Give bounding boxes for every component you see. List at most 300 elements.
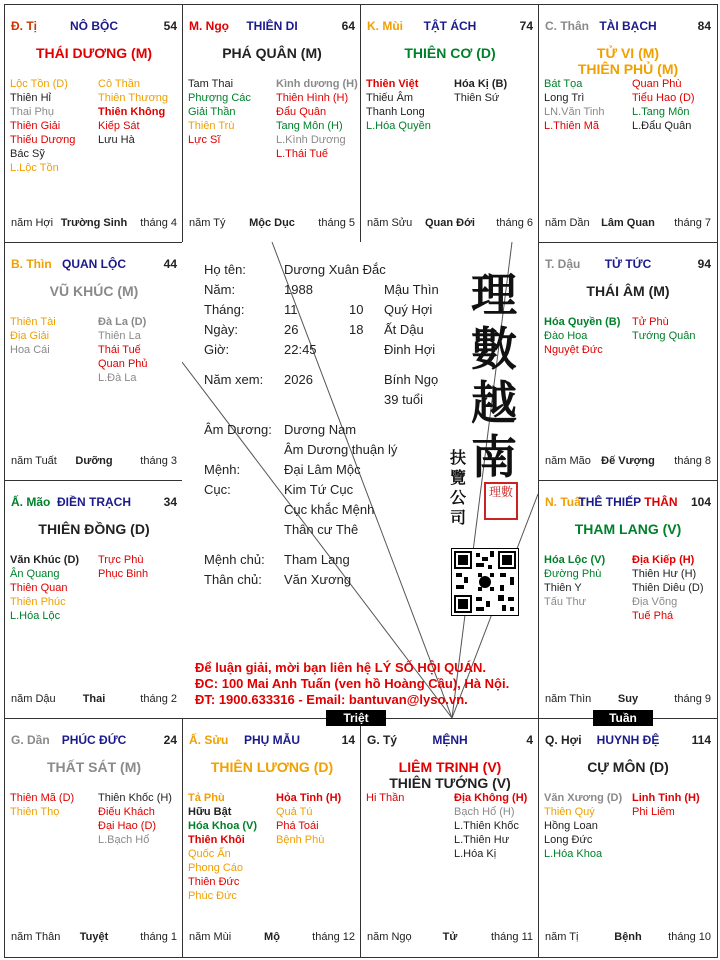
palace-stage: Tử [442, 931, 458, 943]
stars-right-col [632, 77, 695, 133]
star-item: Nguyệt Đức [544, 344, 603, 356]
qr-code[interactable] [451, 548, 519, 616]
main-stars [185, 759, 359, 775]
star-item: Hóa Khoa (V) [188, 820, 258, 832]
palace-name [545, 257, 711, 271]
star-item: Ân Quang [10, 568, 60, 580]
palace-footer [11, 455, 177, 469]
star-item: Phi Liêm [632, 806, 675, 818]
star-item: L.Đẩu Quân [632, 120, 692, 132]
palace-cell-tuat[interactable] [538, 480, 718, 720]
star-item: Lộc Tồn (D) [10, 78, 68, 90]
palace-name-text: QUAN LỘC [62, 257, 126, 271]
stars-right-col [632, 791, 700, 819]
calligraphy-char: 越 [471, 376, 517, 430]
palace-stage: Quan Đới [425, 217, 475, 229]
stars-left-col [10, 315, 56, 357]
palace-branch: G. Dần [11, 733, 50, 747]
main-star: THAM LANG (V) [574, 521, 682, 537]
palace-footer [545, 455, 711, 469]
palace-header [367, 733, 533, 749]
palace-year: năm Thìn [545, 693, 592, 705]
palace-cell-ti[interactable] [4, 4, 184, 244]
palace-name [545, 495, 711, 509]
star-item: Long Đức [544, 834, 593, 846]
palace-month: tháng 3 [140, 455, 177, 467]
star-item: Hóa Quyền (B) [544, 316, 621, 328]
star-item: Thiên Mã (D) [10, 792, 75, 804]
stars-left-col [10, 791, 74, 819]
main-star: THIÊN LƯƠNG (D) [210, 759, 334, 775]
stars-right-col [454, 77, 507, 105]
palace-stage: Thai [82, 693, 106, 705]
calligraphy-title [466, 268, 522, 484]
star-item: Thiên La [98, 330, 141, 342]
main-star: THIÊN ĐỒNG (D) [38, 521, 150, 537]
palace-footer [11, 217, 177, 231]
star-item: Hóa Lộc (V) [544, 554, 606, 566]
palace-month: tháng 2 [140, 693, 177, 705]
palace-name-text: THIÊN DI [246, 19, 298, 33]
palace-stage: Tuyệt [79, 931, 109, 943]
palace-extra: THÂN [644, 495, 678, 509]
star-item: Hỏa Tinh (H) [276, 792, 342, 804]
calligraphy-small-char: 司 [449, 508, 466, 527]
palace-month: tháng 9 [674, 693, 711, 705]
triet-marker: Triệt [326, 710, 386, 726]
star-item: Phong Cáo [188, 862, 244, 874]
palace-header [545, 257, 711, 273]
calligraphy-small-char: 公 [449, 488, 466, 507]
star-item: Thai Phụ [10, 106, 55, 118]
star-item: Địa Kiếp (H) [632, 554, 695, 566]
palace-header [545, 495, 711, 511]
star-item: L.Thái Tuế [276, 148, 328, 160]
star-item: Bác Sỹ [10, 148, 45, 160]
stars-left-col [10, 553, 79, 623]
star-item: Bệnh Phù [276, 834, 325, 846]
palace-name [189, 733, 355, 747]
palace-month: tháng 11 [490, 931, 533, 943]
star-item: L.Thiên Hư [454, 834, 510, 846]
palace-name [545, 19, 711, 33]
main-star: THẤT SÁT (M) [46, 759, 142, 775]
palace-cell-dau[interactable] [538, 242, 718, 482]
star-item: L.Thiên Khốc [454, 820, 519, 832]
label-year: Năm: [204, 282, 236, 297]
star-item: Thái Tuế [98, 344, 141, 356]
main-star: THIÊN TƯỚNG (V) [389, 775, 511, 791]
main-star: PHÁ QUÂN (M) [222, 45, 322, 61]
star-item: Thanh Long [366, 106, 425, 118]
palace-year: năm Tý [189, 217, 226, 229]
star-item: Quan Phù [632, 78, 682, 90]
stars-right-col [276, 791, 341, 847]
value-year-solar: 1988 [284, 282, 313, 297]
stars-left-col [188, 77, 251, 147]
star-item: Tướng Quân [632, 330, 696, 342]
stars-left-col [544, 315, 620, 357]
palace-year: năm Mão [545, 455, 591, 467]
star-item: Thiên Hình (H) [276, 92, 349, 104]
label-menhchu: Mệnh chủ: [204, 552, 265, 567]
stars-left-col [366, 77, 431, 133]
palace-footer [545, 931, 711, 945]
main-star: THÁI DƯƠNG (M) [35, 45, 153, 61]
star-item: Bạch Hổ (H) [454, 806, 515, 818]
main-stars [7, 45, 181, 61]
palace-footer [11, 931, 177, 945]
star-item: Long Trì [544, 92, 585, 104]
value-age: 39 tuổi [384, 392, 424, 407]
star-item: L.Đà La [98, 372, 137, 384]
palace-stage: Suy [617, 693, 639, 705]
star-item: Thiên Không [98, 106, 166, 118]
palace-footer [11, 693, 177, 707]
main-stars [541, 283, 715, 299]
star-item: L.Thiên Mã [544, 120, 600, 132]
stars-left-col [544, 553, 605, 609]
main-stars [185, 45, 359, 61]
palace-number: 104 [690, 495, 711, 509]
stars-left-col [366, 791, 404, 805]
star-item: Thiên Y [544, 582, 582, 594]
palace-number: 54 [163, 19, 177, 33]
stars-left-col [10, 77, 75, 175]
palace-cell-mui[interactable] [360, 4, 540, 244]
palace-branch: T. Dậu [545, 257, 581, 271]
stars-right-col [98, 553, 148, 581]
palace-branch: N. Tuất [545, 495, 585, 509]
star-item: Thiên Hư (H) [632, 568, 697, 580]
palace-name-text: MỆNH [432, 733, 468, 747]
palace-branch: K. Mùi [367, 19, 403, 33]
star-item: Văn Khúc (D) [10, 554, 80, 566]
palace-branch: G. Tý [367, 733, 398, 747]
stars-right-col [454, 791, 527, 861]
star-item: Thiên Giải [10, 120, 61, 132]
palace-branch: Ấ. Sửu [189, 733, 229, 747]
value-year-lunar: Mậu Thìn [384, 282, 439, 297]
star-item: Thiên Phúc [10, 596, 66, 608]
main-stars [363, 759, 537, 791]
star-item: Đại Hao (D) [98, 820, 157, 832]
value-cuc-note2: Thân cư Thê [284, 522, 359, 537]
star-item: Thiên Quan [10, 582, 68, 594]
value-amduong-note: Âm Dương thuận lý [284, 442, 398, 457]
value-cuc-note1: Cục khắc Mệnh [284, 502, 375, 517]
star-item: Lực Sĩ [188, 134, 221, 146]
palace-name [367, 733, 533, 747]
star-item: Hữu Bật [188, 806, 232, 818]
value-cuc: Kim Tứ Cục [284, 482, 354, 497]
qr-pattern [452, 549, 518, 615]
palace-footer [367, 931, 533, 945]
star-item: Thiên Việt [366, 78, 419, 90]
star-item: L.Tang Môn [632, 106, 690, 118]
star-item: Kình dương (H) [276, 78, 358, 90]
palace-number: 74 [519, 19, 533, 33]
main-stars [7, 759, 181, 775]
star-item: Tuế Phá [632, 610, 674, 622]
tuan-marker: Tuần [593, 710, 653, 726]
star-item: Quan Phủ [98, 358, 148, 370]
palace-year: năm Thân [11, 931, 61, 943]
palace-name [11, 495, 177, 509]
palace-name [189, 19, 355, 33]
value-day-solar: 26 [284, 322, 299, 337]
palace-year: năm Hợi [11, 217, 54, 229]
value-view-year: 2026 [284, 372, 313, 387]
star-item: Đà La (D) [98, 316, 147, 328]
palace-number: 64 [341, 19, 355, 33]
palace-branch: M. Ngọ [189, 19, 229, 33]
main-star: THIÊN CƠ (D) [404, 45, 496, 61]
star-item: Giải Thần [188, 106, 236, 118]
palace-cell-mao[interactable] [4, 480, 184, 720]
stars-left-col [544, 791, 622, 861]
star-item: Tiểu Hao (D) [632, 92, 695, 104]
palace-name-text: TẬT ÁCH [423, 19, 477, 33]
palace-year: năm Ngọ [367, 931, 412, 943]
value-thanchu: Văn Xương [284, 572, 352, 587]
star-item: Thiên Sứ [454, 92, 500, 104]
main-stars [541, 45, 715, 77]
stars-left-col [544, 77, 605, 133]
palace-header [189, 733, 355, 749]
star-item: Tả Phù [188, 792, 225, 804]
palace-number: 114 [691, 733, 711, 747]
calligraphy-char: 理 [471, 268, 517, 322]
palace-stage: Mộ [264, 931, 280, 943]
main-star: TỬ VI (M) [596, 45, 660, 61]
palace-header [367, 19, 533, 35]
calligraphy-small-char: 扶 [449, 448, 466, 467]
star-item: L.Hóa Khoa [544, 848, 603, 860]
palace-year: năm Tuất [11, 455, 57, 467]
palace-name-text: PHÚC ĐỨC [61, 733, 127, 747]
palace-name-text: TỬ TỨC [604, 257, 652, 271]
palace-stage: Lâm Quan [601, 217, 655, 229]
palace-month: tháng 5 [318, 217, 355, 229]
palace-year: năm Tị [545, 931, 579, 943]
label-menh: Mệnh: [204, 462, 241, 477]
palace-number: 14 [341, 733, 355, 747]
main-star: VŨ KHÚC (M) [49, 283, 139, 299]
palace-name [11, 257, 177, 271]
palace-cell-ngo[interactable] [182, 4, 362, 244]
palace-cell-than[interactable] [538, 4, 718, 244]
value-hour: 22:45 [284, 342, 317, 357]
palace-number: 34 [163, 495, 177, 509]
star-item: Tam Thai [188, 78, 234, 90]
palace-cell-dan[interactable] [4, 718, 184, 958]
stars-left-col [188, 791, 257, 903]
palace-stage: Bệnh [614, 931, 642, 943]
star-item: Thiên Thương [98, 92, 169, 104]
palace-cell-hoi[interactable] [538, 718, 718, 958]
palace-name-text: THÊ THIẾP [578, 495, 641, 509]
palace-header [11, 257, 177, 273]
star-item: Thiên Diêu (D) [632, 582, 704, 594]
star-item: Tấu Thư [544, 596, 587, 608]
contact-phone-email[interactable]: ĐT: 1900.633316 - Email: bantuvan@lyso.vn. [195, 692, 468, 707]
value-view-lunar: Bính Ngọ [384, 372, 439, 387]
palace-month: tháng 10 [668, 931, 711, 943]
main-stars [7, 521, 181, 537]
palace-name-text: NÔ BỘC [70, 19, 118, 33]
star-item: L.Kình Dương [276, 134, 346, 146]
stars-right-col [276, 77, 358, 161]
star-item: L.Lộc Tồn [10, 162, 59, 174]
palace-name-text: PHỤ MẪU [244, 733, 300, 747]
palace-month: tháng 1 [140, 931, 177, 943]
label-cuc: Cục: [204, 482, 231, 497]
main-stars [7, 283, 181, 299]
value-month-solar: 11 [284, 302, 298, 317]
star-item: LN.Văn Tinh [544, 106, 605, 118]
value-hour-lunar: Đinh Hợi [384, 342, 436, 357]
palace-header [11, 733, 177, 749]
palace-month: tháng 12 [312, 931, 355, 943]
star-item: Trực Phù [98, 554, 144, 566]
star-item: L.Bạch Hổ [98, 834, 150, 846]
calligraphy-char: 數 [471, 322, 517, 376]
main-star: CỰ MÔN (D) [587, 759, 669, 775]
star-item: Điếu Khách [98, 806, 155, 818]
palace-header [545, 19, 711, 35]
value-month-lunar: Quý Hợi [384, 302, 433, 317]
contact-address: ĐC: 100 Mai Anh Tuấn (ven hồ Hoàng Cầu), Hà Nội. [195, 676, 510, 691]
star-item: Thiên Thọ [10, 806, 60, 818]
stars-right-col [98, 315, 148, 385]
star-item: L.Hóa Quyền [366, 120, 431, 132]
red-seal-stamp: 理數 [484, 482, 518, 520]
star-item: Hi Thần [366, 792, 405, 804]
value-name: Dương Xuân Đắc [284, 262, 386, 277]
palace-year: năm Mùi [189, 931, 232, 943]
palace-stage: Trường Sinh [60, 217, 128, 229]
palace-year: năm Dần [545, 217, 590, 229]
palace-month: tháng 8 [674, 455, 711, 467]
contact-line-1: Để luận giải, mời bạn liên hệ LÝ SỐ HỘI QUÁN. [195, 660, 486, 675]
palace-number: 44 [163, 257, 177, 271]
star-item: L.Hóa Kị [454, 848, 497, 860]
star-item: Hóa Kị (B) [454, 78, 508, 90]
palace-header [11, 495, 177, 511]
value-day-lunar: Ất Dậu [384, 322, 424, 337]
value-menhchu: Tham Lang [284, 552, 350, 567]
palace-stage: Dưỡng [75, 455, 113, 467]
main-star: THÁI ÂM (M) [586, 283, 670, 299]
star-item: Văn Xương (D) [544, 792, 623, 804]
star-item: Kiếp Sát [98, 120, 140, 132]
stars-right-col [98, 791, 172, 847]
label-amduong: Âm Dương: [204, 422, 272, 437]
star-item: Tang Môn (H) [276, 120, 343, 132]
calligraphy-small [448, 448, 468, 528]
stars-right-col [98, 77, 168, 147]
main-star: THIÊN PHỦ (M) [577, 61, 679, 77]
palace-branch: B. Thìn [11, 257, 52, 271]
palace-year: năm Dậu [11, 693, 56, 705]
star-item: Thiên Khôi [188, 834, 245, 846]
stars-right-col [632, 315, 696, 343]
main-stars [541, 759, 715, 775]
palace-name [367, 19, 533, 33]
star-item: Đường Phù [544, 568, 602, 580]
star-item: Hồng Loan [544, 820, 598, 832]
calligraphy-small-char: 覽 [449, 468, 466, 487]
star-item: Thiên Đức [188, 876, 240, 888]
star-item: Tử Phù [632, 316, 669, 328]
palace-number: 84 [697, 19, 711, 33]
star-item: Bát Tọa [544, 78, 583, 90]
star-item: Phục Binh [98, 568, 149, 580]
palace-name-text: HUYNH ĐỆ [596, 733, 660, 747]
label-view-year: Năm xem: [204, 372, 264, 387]
star-item: Cô Thần [98, 78, 140, 90]
star-item: Phúc Đức [188, 890, 237, 902]
palace-footer [367, 217, 533, 231]
star-item: L.Hóa Lộc [10, 610, 61, 622]
palace-month: tháng 6 [496, 217, 533, 229]
star-item: Thiếu Dương [10, 134, 76, 146]
palace-header [189, 19, 355, 35]
palace-footer [545, 217, 711, 231]
stars-right-col [632, 553, 704, 623]
value-menh: Đại Lâm Mộc [284, 462, 361, 477]
main-stars [363, 45, 537, 61]
palace-footer [189, 931, 355, 945]
star-item: Đẩu Quân [276, 106, 327, 118]
star-item: Địa Không (H) [454, 792, 528, 804]
label-thanchu: Thân chủ: [204, 572, 262, 587]
palace-number: 24 [163, 733, 177, 747]
star-item: Thiên Khốc (H) [98, 792, 172, 804]
palace-month: tháng 4 [140, 217, 177, 229]
star-item: Thiếu Âm [366, 92, 414, 104]
value-month-lunar-num: 10 [349, 302, 364, 317]
star-item: Thiên Trù [188, 120, 235, 132]
palace-number: 4 [526, 733, 533, 747]
palace-name [11, 733, 177, 747]
palace-cell-suu[interactable] [182, 718, 362, 958]
palace-header [545, 733, 711, 749]
star-item: Phá Toái [276, 820, 319, 832]
main-star: LIÊM TRINH (V) [398, 759, 502, 775]
star-item: Địa Võng [632, 596, 678, 608]
palace-name-text: ĐIỀN TRẠCH [57, 495, 131, 509]
palace-number: 94 [697, 257, 711, 271]
palace-cell-thin[interactable] [4, 242, 184, 482]
star-item: Hoa Cái [10, 344, 50, 356]
calligraphy-char: 南 [471, 430, 517, 484]
star-item: Linh Tinh (H) [632, 792, 700, 804]
palace-name-text: TÀI BẠCH [599, 19, 657, 33]
label-day: Ngày: [204, 322, 238, 337]
palace-name [545, 733, 711, 747]
label-name: Họ tên: [204, 262, 246, 277]
palace-cell-ty[interactable] [360, 718, 540, 958]
star-item: Quả Tú [276, 806, 313, 818]
star-item: Phượng Các [188, 92, 251, 104]
star-item: Lưu Hà [98, 134, 135, 146]
star-item: Thiên Quý [544, 806, 595, 818]
star-item: Quốc Ấn [188, 848, 231, 860]
palace-branch: Đ. Tị [11, 19, 37, 33]
palace-branch: C. Thân [545, 19, 589, 33]
